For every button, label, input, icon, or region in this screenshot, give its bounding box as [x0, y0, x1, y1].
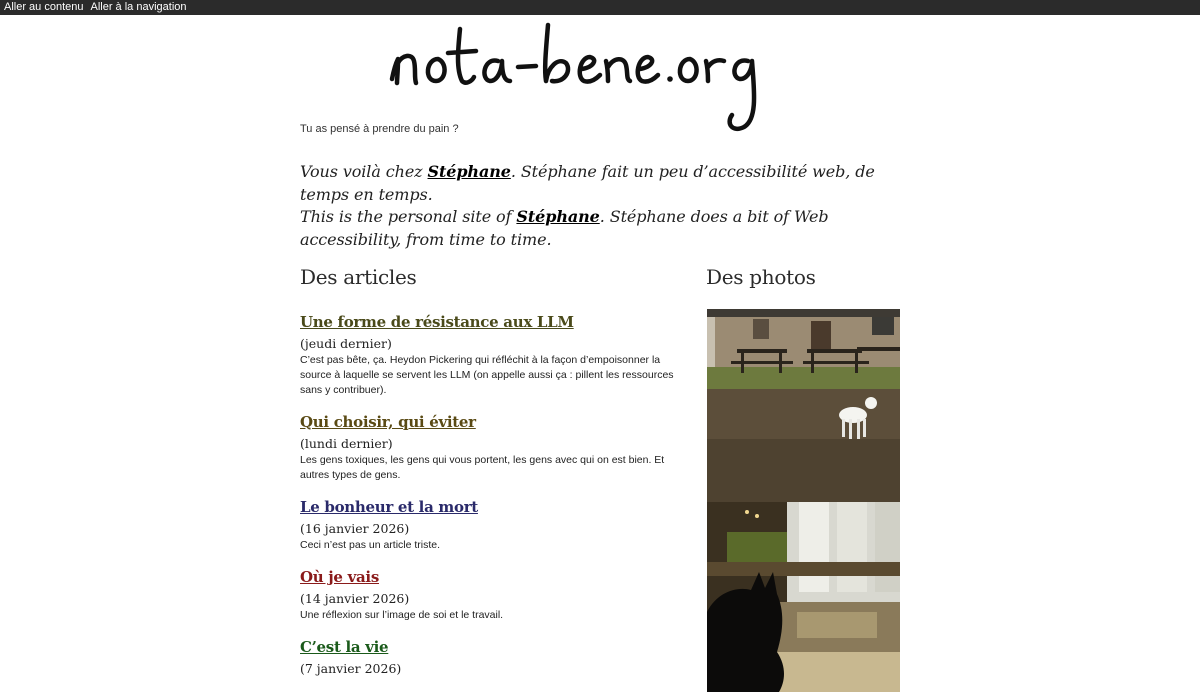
- intro-english: [300, 206, 905, 251]
- article-title-link[interactable]: Une forme de résistance aux LLM: [300, 313, 574, 331]
- skip-to-content-link[interactable]: Aller au contenu: [4, 1, 84, 13]
- black-cat-window-photo: [707, 502, 900, 692]
- article-date: (jeudi dernier): [300, 336, 392, 351]
- intro-fr-after: . Stéphane fait un peu d’accessibilité web, de temps en temps.: [300, 162, 875, 204]
- article-item: [300, 496, 690, 553]
- site-tagline: Tu as pensé à prendre du pain ?: [300, 123, 459, 135]
- article-item: [300, 411, 690, 483]
- intro-en-after: . Stéphane does a bit of Web accessibility, from time to time.: [300, 207, 829, 249]
- article-title-link[interactable]: Qui choisir, qui éviter: [300, 413, 476, 431]
- article-item: [300, 636, 690, 678]
- intro-fr-before: Vous voilà chez: [300, 162, 428, 181]
- article-title-link[interactable]: Le bonheur et la mort: [300, 498, 478, 516]
- article-date: (14 janvier 2026): [300, 591, 410, 606]
- article-date: (16 janvier 2026): [300, 521, 410, 536]
- article-date: (lundi dernier): [300, 436, 393, 451]
- intro-en-author-link[interactable]: Stéphane: [516, 207, 600, 226]
- article-list: [300, 311, 690, 691]
- photo-link-cat[interactable]: [707, 502, 900, 692]
- articles-heading: Des articles: [300, 265, 417, 289]
- goat-farmyard-photo: [707, 309, 900, 502]
- article-item: [300, 566, 690, 623]
- handwritten-logo: [386, 19, 770, 139]
- article-summary: Une réflexion sur l’image de soi et le travail.: [300, 609, 504, 621]
- intro-fr-author-link[interactable]: Stéphane: [427, 162, 511, 181]
- skip-to-navigation-link[interactable]: Aller à la navigation: [90, 1, 187, 13]
- skip-links: [0, 0, 1200, 15]
- article-summary: Les gens toxiques, les gens qui vous portent, les gens avec qui on est bien. Et autres types de gens.: [300, 454, 665, 481]
- article-summary: C’est pas bête, ça. Heydon Pickering qui réfléchit à la façon d’empoisonner la source à laquelle se servent les LLM (on appelle aussi ça : pillent les ressources sans y contribuer).: [300, 354, 674, 396]
- photo-link-goat[interactable]: [707, 309, 900, 502]
- article-item: [300, 311, 690, 398]
- intro-text: [300, 161, 905, 251]
- photo-list: [707, 309, 900, 692]
- photos-heading: Des photos: [706, 265, 816, 289]
- intro-en-before: This is the personal site of: [300, 207, 517, 226]
- article-date: (7 janvier 2026): [300, 661, 402, 676]
- article-title-link[interactable]: Où je vais: [300, 568, 379, 586]
- site-logo-link[interactable]: [386, 19, 770, 139]
- intro-french: [300, 161, 905, 206]
- article-title-link[interactable]: C’est la vie: [300, 638, 389, 656]
- article-summary: Ceci n’est pas un article triste.: [300, 539, 441, 551]
